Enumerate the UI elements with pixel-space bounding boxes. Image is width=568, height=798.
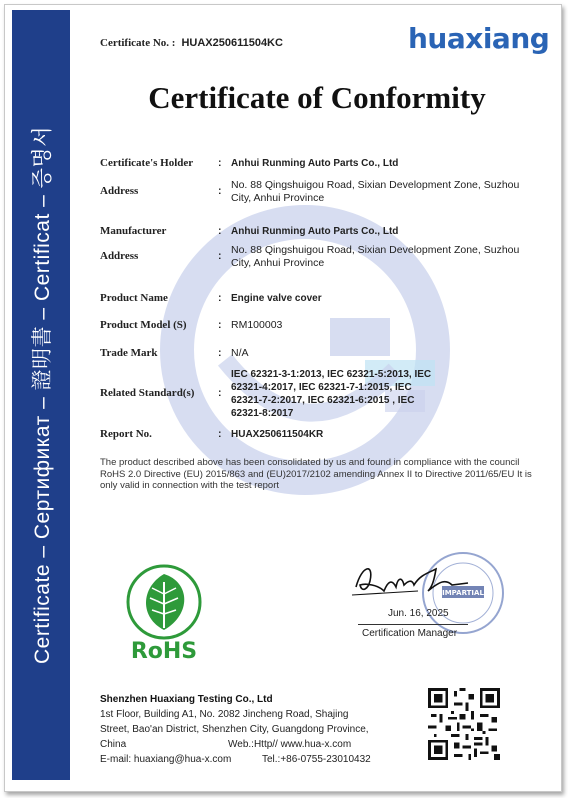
- certificate-number: [100, 37, 283, 49]
- field-label: Trade Mark: [100, 347, 158, 359]
- field-value: Anhui Runming Auto Parts Co., Ltd: [231, 158, 399, 169]
- certificate-number-value: HUAX250611504KC: [181, 37, 283, 49]
- field-label: Certificate's Holder: [100, 157, 194, 169]
- field-value: RM100003: [231, 319, 283, 331]
- issuer-website: Web.:Http// www.hua-x.com: [228, 739, 352, 750]
- issuer-email: E-mail: huaxiang@hua-x.com: [100, 754, 232, 765]
- field-label: Product Name: [100, 292, 168, 304]
- stamp-text: IMPARTIAL: [442, 589, 484, 597]
- issuer-address-line: China: [100, 739, 127, 750]
- qr-code-icon: [428, 688, 500, 760]
- issuer-company-name: Shenzhen Huaxiang Testing Co., Ltd: [100, 694, 273, 705]
- field-value: HUAX250611504KR: [231, 429, 324, 440]
- field-label: Report No.: [100, 428, 152, 440]
- manager-signature: [348, 555, 478, 605]
- field-value: Anhui Runming Auto Parts Co., Ltd: [231, 226, 399, 237]
- huaxiang-logo: huaxiang: [408, 22, 550, 55]
- field-value: IEC 62321-3-1:2013, IEC 62321-5:2013, IEC 62321-4:2017, IEC 62321-7-1:2015, IEC 62321-7-2:2017, IEC 62321-6:2015 , IEC 62321-8:2017: [231, 369, 432, 419]
- field-label: Address: [100, 250, 139, 262]
- issuer-address-line: 1st Floor, Building A1, No. 2082 Jincheng Road, Shajing: [100, 709, 349, 720]
- certificate-page: Certificate – Сертификат – 證明書 – Certificat – 증명서 Certificate No. : HUAX250611504KC huaxiang Certificate of Conformity Certificate's Holder : Anhui Runming Auto Parts Co., Ltd Address : No. 88 Qingshuigou Road, Sixian Development Zone, Suzhou City, Anhui Province Manufacturer : Anhui Runming Auto Parts Co., Ltd Address : No. 88 Qingshuigou Road, Sixian Development Zone, Suzhou City, Anhui Province Product Name : Engine valve cover Product Model (S) : RM100003 Trade Mark : N/A Related Standard(s) : IEC 62321-3-1:2013, IEC 62321-5:2013, IEC 62321-4:2017, IEC 62321-7-1:2015, IEC 62321-7-2:2017, IEC 62321-6:2015 , IEC 62321-8:2017 Report No. : HUAX250611504KR The product described above has been consolidated by us and found in compliance with the council RoHS 2.0 Directive (EU) 2015/863 and (EU)2017/2102 amending Annex II to Directive 2011/65/EU It is only valid in connection with the test report RoHS IMPARTIAL Jun. 16, 2025 Certification Manager Shenzhen Huaxiang Testing Co., Ltd 1st Floor, Building A1, No. 2082 Jincheng Road, Shajing Street, Bao'an District, Shenzhen City, Guangdong Province, China Web.:Http// www.hua-x.com E-mail: huaxiang@hua-x.com Tel.:+86-0755-23010432: [0, 0, 568, 798]
- field-value: No. 88 Qingshuigou Road, Sixian Development Zone, Suzhou City, Anhui Province: [231, 179, 520, 204]
- field-value: N/A: [231, 347, 249, 359]
- field-value: Engine valve cover: [231, 293, 322, 304]
- issuer-phone: Tel.:+86-0755-23010432: [262, 754, 371, 765]
- signer-role: Certification Manager: [362, 628, 458, 639]
- sidebar-multilingual-text: Certificate – Сертификат – 證明書 – Certificat – 증명서: [31, 125, 54, 665]
- field-label: Manufacturer: [100, 225, 167, 237]
- certificate-number-label: Certificate No. :: [100, 37, 176, 49]
- field-label: Address: [100, 185, 139, 197]
- issuer-address-line: Street, Bao'an District, Shenzhen City, Guangdong Province,: [100, 724, 369, 735]
- page-title: Certificate of Conformity: [148, 80, 486, 115]
- compliance-statement: The product described above has been consolidated by us and found in compliance with the council RoHS 2.0 Directive (EU) 2015/863 and (EU)2017/2102 amending Annex II to Directive 2011/65/EU It is only valid in connection with the test report: [100, 457, 532, 491]
- field-label: Related Standard(s): [100, 387, 195, 399]
- field-label: Product Model (S): [100, 319, 187, 331]
- signature-line: [358, 624, 468, 625]
- rohs-leaf-icon: [118, 562, 210, 662]
- field-value: No. 88 Qingshuigou Road, Sixian Development Zone, Suzhou City, Anhui Province: [231, 244, 520, 269]
- signing-date: Jun. 16, 2025: [388, 608, 449, 619]
- rohs-label: RoHS: [130, 639, 198, 662]
